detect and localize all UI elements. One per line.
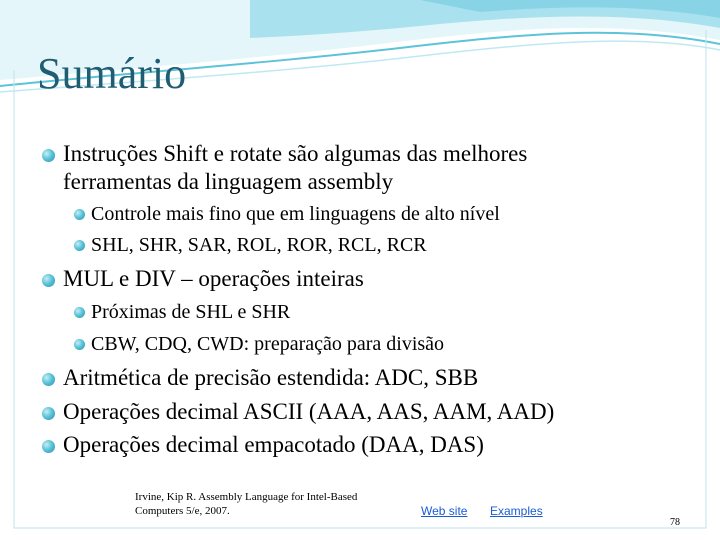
subbullet-text: Próximas de SHL e SHR bbox=[91, 301, 291, 323]
bullet-text: MUL e DIV – operações inteiras bbox=[63, 266, 364, 291]
bullet-dot-icon bbox=[42, 440, 55, 453]
citation bbox=[135, 490, 395, 518]
subbullet-text: CBW, CDQ, CWD: preparação para divisão bbox=[91, 333, 445, 355]
bullet-dot-icon bbox=[42, 274, 55, 287]
bullet-dot-icon bbox=[42, 149, 55, 162]
page-number: 78 bbox=[670, 517, 680, 528]
bullet-text: Operações decimal ASCII (AAA, AAS, AAM, AAD) bbox=[63, 399, 555, 424]
bullet-text: Operações decimal empacotado (DAA, DAS) bbox=[63, 432, 484, 457]
bullet-dot-icon bbox=[74, 339, 85, 350]
bullet-text: Aritmética de precisão estendida: ADC, SBB bbox=[63, 365, 479, 390]
bullet-dot-icon bbox=[74, 307, 85, 318]
citation-line1: Irvine, Kip R. Assembly Language for Intel-Based bbox=[135, 491, 358, 503]
bullet-text-line2: ferramentas da linguagem assembly bbox=[63, 169, 394, 194]
bullet-dot-icon bbox=[74, 209, 85, 220]
citation-line2: Computers 5/e, 2007. bbox=[135, 505, 230, 517]
website-link[interactable]: Web site bbox=[421, 504, 468, 518]
bullet-dot-icon bbox=[74, 240, 85, 251]
slide-title: Sumário bbox=[37, 49, 187, 98]
examples-link[interactable]: Examples bbox=[490, 504, 543, 518]
bullet-dot-icon bbox=[42, 373, 55, 386]
bullet-text-line1: Instruções Shift e rotate são algumas das melhores bbox=[63, 141, 528, 166]
subbullet-text: SHL, SHR, SAR, ROL, ROR, RCL, RCR bbox=[91, 234, 427, 256]
bullet-dot-icon bbox=[42, 407, 55, 420]
subbullet-text: Controle mais fino que em linguagens de alto nível bbox=[91, 203, 500, 225]
